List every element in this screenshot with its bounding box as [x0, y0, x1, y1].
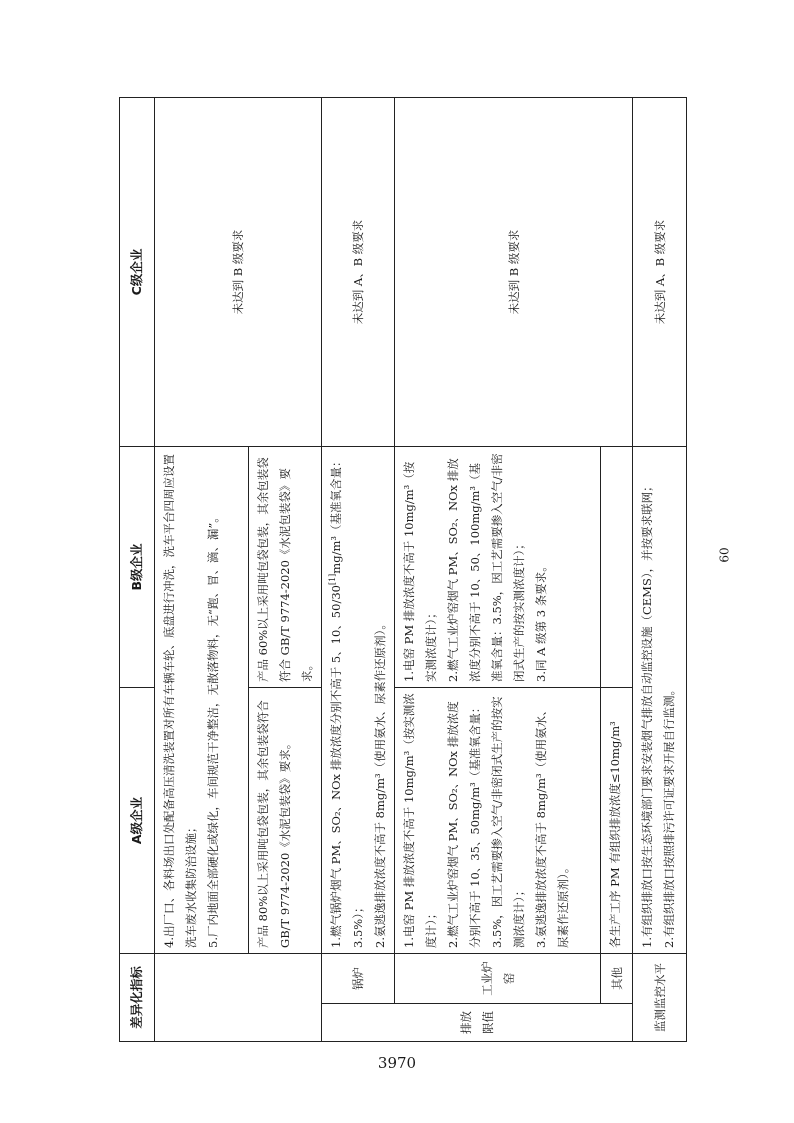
kiln-b-line-3: 3.同 A 级第 3 条要求。 — [534, 560, 548, 682]
boiler-c-cell: 未达到 A、B 级要求 — [322, 97, 395, 446]
header-c-level: C级企业 — [120, 97, 155, 446]
emission-group-label: 排放限值 — [322, 1004, 633, 1042]
other-label: 其他 — [601, 953, 633, 1003]
transport-ab-cell — [155, 446, 249, 953]
packaging-a-cell: 产品 80%以上采用吨包袋包装，其余包装袋符合 GB/T 9774-2020《水泥包装袋》要求。 — [249, 687, 322, 953]
kiln-a-line-1: 1.电窑 PM 排放浓度不高于 10mg/m³（按实测浓度计）； — [402, 693, 438, 948]
table-row — [155, 97, 249, 1041]
boiler-label: 锅炉 — [322, 953, 395, 1003]
differentiated-indicator-table — [119, 97, 687, 1042]
monitoring-ab-cell — [633, 446, 687, 953]
header-b-level: B级企业 — [120, 446, 155, 687]
kiln-b-cell — [395, 446, 601, 687]
transport-c-cell: 未达到 B 级要求 — [155, 97, 322, 446]
transport-line-5: 5.厂内地面全部硬化或绿化，车间规范干净整洁，无散落物料，无“跑、冒、滴、漏”。 — [206, 511, 220, 948]
kiln-b-line-1: 1.电窑 PM 排放浓度不高于 10mg/m³（按实测浓度计）； — [402, 461, 438, 682]
monitoring-c-cell: 未达到 A、B 级要求 — [633, 97, 687, 446]
monitoring-line-2: 2.有组织排放口按照排污许可证要求开展自行监测。 — [662, 684, 676, 948]
kiln-a-line-3: 3.氨逃逸排放浓度不高于 8mg/m³（使用氨水、尿素作还原剂）。 — [534, 704, 570, 948]
transport-indicator-cell — [155, 953, 322, 1041]
rotated-page-number: 60 — [717, 547, 732, 563]
other-a-cell: 各生产工序 PM 有组织排放浓度≤10mg/m³ — [601, 687, 633, 953]
boiler-line-1: 1.燃气锅炉烟气 PM、SO₂、NOx 排放浓度分别不高于 5、10、50/30[1]mg/m³（基准氧含量：3.5%）； — [328, 455, 365, 948]
kiln-label: 工业炉窑 — [395, 953, 601, 1003]
kiln-c-cell: 未达到 B 级要求 — [395, 97, 633, 446]
kiln-a-cell — [395, 687, 601, 953]
monitoring-line-1: 1.有组织排放口按生态环境部门要求安装烟气排放自动监控设施（CEMS），并按要求联网； — [640, 480, 654, 948]
header-a-level: A级企业 — [120, 687, 155, 953]
table-row — [633, 97, 687, 1041]
rotated-table-wrapper — [119, 98, 676, 1042]
table-row — [395, 97, 601, 1041]
packaging-b-cell: 产品 60%以上采用吨包袋包装，其余包装袋符合 GB/T 9774-2020《水泥包装袋》要求。 — [249, 446, 322, 687]
kiln-a-line-2: 2.燃气工业炉窑烟气 PM、SO₂、NOx 排放浓度分别不高于 10、35、50mg/m³（基准氧含量：3.5%，因工艺需要掺入空气/非密闭式生产的按实测浓度计）； — [446, 696, 526, 948]
boiler-ab-cell — [322, 446, 395, 953]
transport-line-4: 4.出厂口、各料场出口处配备高压清洗装置对所有车辆车轮、底盘进行冲洗，洗车平台四周应设置洗车废水收集防治设施； — [162, 454, 198, 948]
monitoring-label: 监测监控水平 — [633, 953, 687, 1041]
header-indicator: 差异化指标 — [120, 953, 155, 1041]
boiler-line-2: 2.氨逃逸排放浓度不高于 8mg/m³（使用氨水、尿素作还原剂）。 — [373, 618, 387, 948]
table-row — [322, 97, 395, 1041]
table-header-row — [120, 97, 155, 1041]
other-b-cell — [601, 446, 633, 687]
kiln-b-line-2: 2.燃气工业炉窑烟气 PM、SO₂、NOx 排放浓度分别不高于 10、50、100mg/m³（基准氧含量：3.5%，因工艺需要掺入空气/非密闭式生产的按实测浓度计）； — [446, 453, 526, 682]
footer-page-number: 3970 — [377, 1054, 417, 1072]
rotated-table-region — [119, 98, 676, 1042]
